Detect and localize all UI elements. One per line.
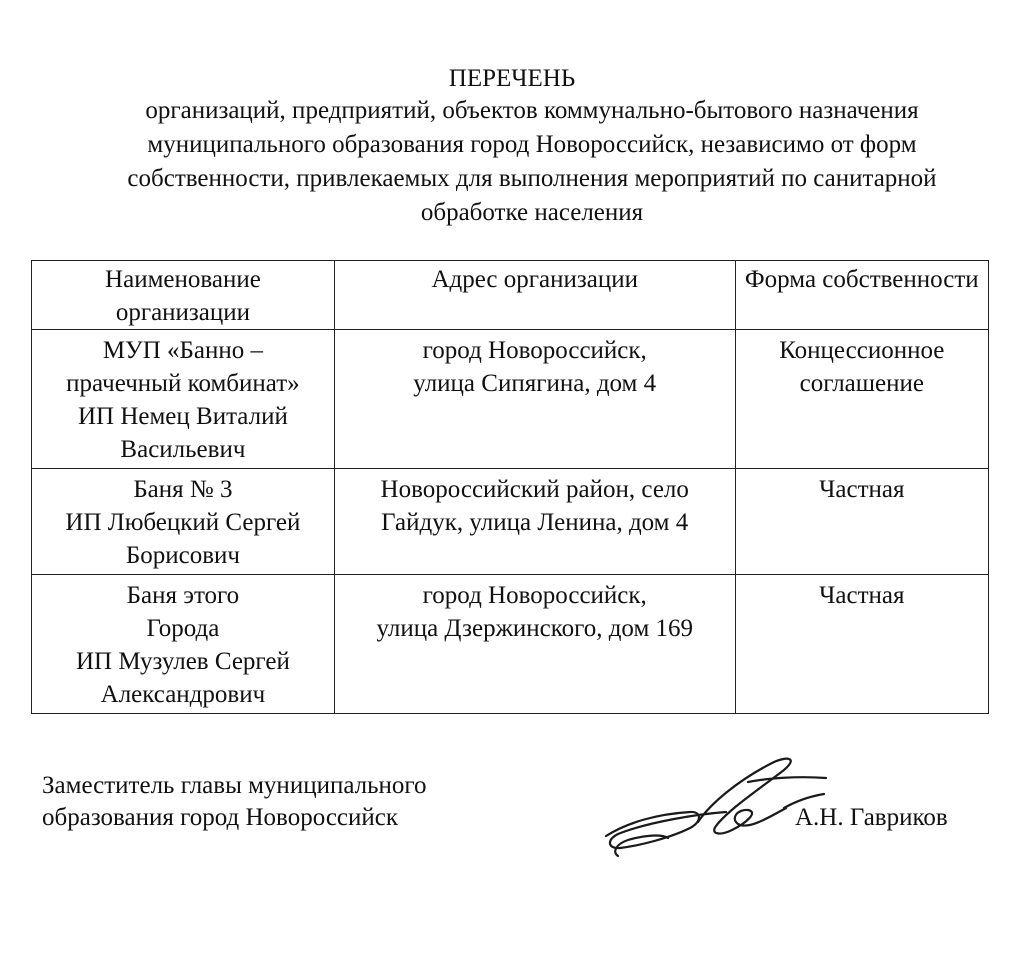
cell-ownership: [735, 469, 988, 575]
cell-ownership: [735, 330, 988, 469]
document-title: ПЕРЕЧЕНЬ: [448, 65, 576, 92]
table-row: [32, 330, 989, 469]
cell-text: МУП «Банно –: [102, 337, 264, 364]
cell-text: соглашение: [799, 370, 924, 397]
cell-address: [334, 469, 735, 575]
header-text: организации: [503, 266, 638, 293]
cell-address: [334, 575, 735, 714]
header-organization-name: [32, 261, 335, 330]
header-text: Наименование: [105, 266, 261, 293]
header-text: Форма: [744, 266, 817, 293]
cell-text: Частная: [819, 476, 905, 503]
cell-text: Борисович: [125, 542, 240, 569]
cell-ownership: [735, 575, 988, 714]
cell-text: улица Дзержинского, дом 169: [376, 615, 694, 642]
cell-text: Частная: [819, 582, 905, 609]
organizations-table: [31, 260, 989, 714]
cell-text: город Новороссийск,: [422, 582, 647, 609]
cell-text: прачечный комбинат»: [66, 370, 300, 397]
cell-text: Васильевич: [120, 436, 246, 463]
cell-text: Гайдук, улица Ленина, дом 4: [381, 509, 689, 536]
cell-organization-name: [32, 330, 335, 469]
cell-text: Баня № 3: [133, 476, 233, 503]
cell-organization-name: [32, 575, 335, 714]
table-row: [32, 469, 989, 575]
header-organization-address: [334, 261, 735, 330]
cell-text: ИП Музулев Сергей: [76, 648, 290, 675]
table-row: [32, 575, 989, 714]
signer-position: [42, 770, 427, 834]
subtitle-line: организаций, предприятий, объектов коммунально-бытового назначения: [145, 97, 919, 124]
subtitle-line: муниципального образования город Новороссийск, независимо от форм: [147, 131, 917, 158]
cell-text: улица Сипягина, дом 4: [413, 370, 657, 397]
cell-text: Концессионное: [779, 337, 945, 364]
cell-text: Новороссийский район, село: [380, 476, 689, 503]
cell-text: ИП Любецкий Сергей: [65, 509, 301, 536]
signer-position-line: образования город Новороссийск: [42, 804, 399, 831]
subtitle-line: обработке населения: [420, 199, 644, 226]
header-text: Адрес: [431, 266, 498, 293]
cell-organization-name: [32, 469, 335, 575]
cell-text: Баня этого: [126, 582, 240, 609]
document-subtitle: [40, 94, 1024, 230]
cell-text: ИП Немец Виталий: [77, 403, 288, 430]
cell-address: [334, 330, 735, 469]
cell-text: Города: [146, 615, 220, 642]
header-text: организации: [115, 299, 251, 326]
signer-name: А.Н. Гавриков: [795, 804, 948, 831]
signer-position-line: Заместитель главы муниципального: [42, 772, 427, 799]
header-ownership-form: [735, 261, 988, 330]
table-header-row: [32, 261, 989, 330]
cell-text: Александрович: [100, 681, 266, 708]
header-text: собственности: [822, 266, 979, 293]
subtitle-line: собственности, привлекаемых для выполнения мероприятий по санитарной: [127, 165, 937, 192]
cell-text: город Новороссийск,: [422, 337, 647, 364]
